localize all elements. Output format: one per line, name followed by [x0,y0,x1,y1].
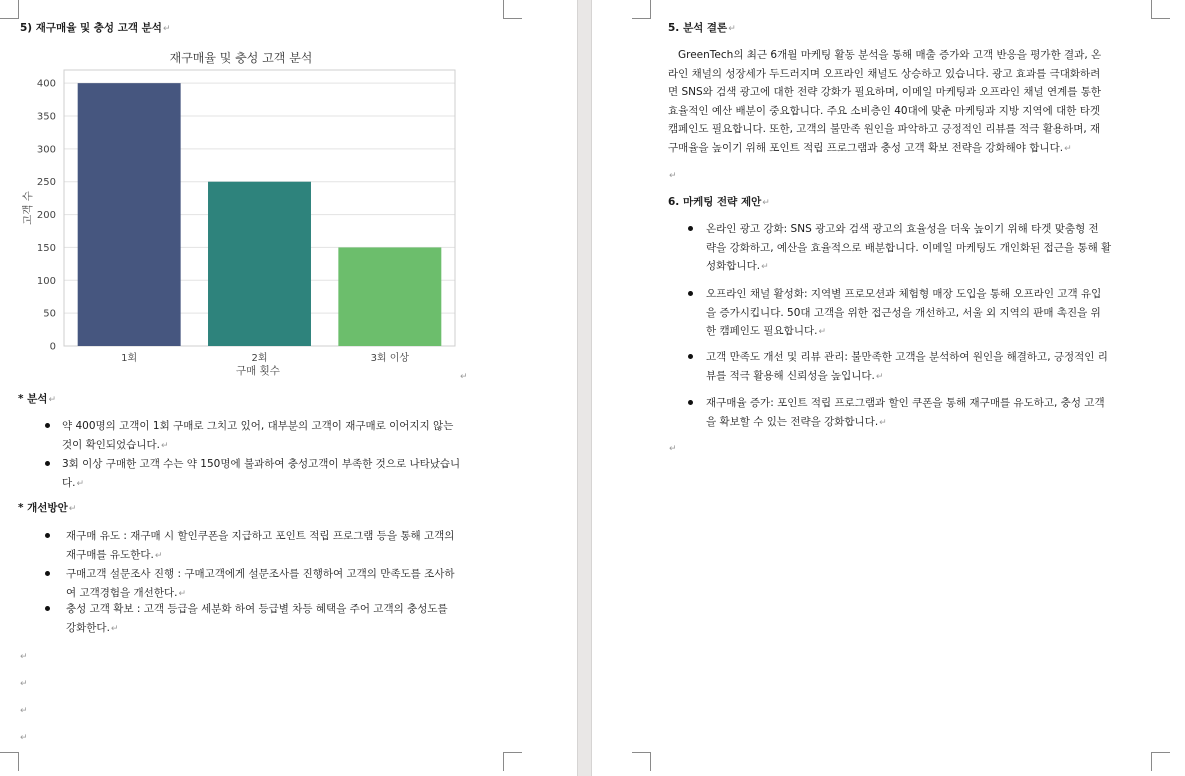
conclusion-paragraph [668,46,1152,158]
analysis-item-line: 것이 확인되었습니다.↵ [62,438,169,451]
strategy-item-line: 재구매율 증가: 포인트 적립 프로그램과 할인 쿠폰을 통해 재구매를 유도하고, 충성 고객 [706,397,1105,409]
paragraph-mark: ↵ [728,24,736,34]
chart-y-tick-label: 150 [36,242,56,254]
paragraph-mark: ↵ [160,440,169,451]
paragraph-mark: ↵ [20,652,28,662]
chart-x-tick-label: 3회 이상 [370,353,410,364]
improvement-item [66,565,498,603]
conclusion-heading: 5. 분석 결론↵ [668,22,736,34]
paragraph-mark: ↵ [110,623,119,634]
crop-mark [1151,752,1170,771]
bullet-dot [45,571,50,576]
section-heading: 5) 재구매율 및 충성 고객 분석↵ [20,22,171,34]
improvement-item [66,527,498,565]
improvement-item-line: 여 고객경험을 개선한다.↵ [66,586,186,599]
bullet-dot [45,533,50,538]
crop-mark [632,0,651,19]
chart-title: 재구매율 및 충성 고객 분석 [169,51,313,65]
paragraph-mark: ↵ [669,444,677,454]
improvement-item-line: 재구매를 유도한다.↵ [66,548,163,561]
improvement-item-line: 재구매 유도 : 재구매 시 할인쿠폰을 지급하고 포인트 적립 프로그램 등을 통해 고객의 [66,530,455,542]
bullet-dot [688,354,693,359]
bullet-dot [45,606,50,611]
strategy-item-line: 한 캠페인도 필요합니다.↵ [706,325,826,337]
bullet-dot [688,400,693,405]
chart-x-axis-label: 구매 횟수 [236,365,280,377]
crop-mark [632,752,651,771]
chart-x-tick-label: 1회 [121,353,138,364]
paragraph-mark: ↵ [669,171,677,181]
paragraph-mark: ↵ [460,372,468,382]
chart-y-tick-label: 0 [49,341,56,353]
crop-mark [0,0,19,19]
chart-x-tick-label: 2회 [251,353,268,364]
paragraph-mark: ↵ [762,198,770,208]
chart-y-tick-label: 100 [36,275,56,287]
bullet-dot [688,291,693,296]
chart-y-tick-label: 300 [36,144,56,156]
bullet-dot [688,226,693,231]
paragraph-mark: ↵ [879,417,887,428]
paragraph-mark: ↵ [1064,143,1072,154]
strategy-item-line: 략을 강화하고, 예산을 효율적으로 배분합니다. 이메일 마케팅도 개인화된 접근을 통해 활 [706,241,1112,254]
improvement-item [66,600,498,638]
strategy-item [706,394,1152,432]
chart-bar [208,182,311,346]
paragraph-mark: ↵ [20,679,28,689]
paragraph-mark: ↵ [76,478,85,489]
chart-y-axis-label: 고객 수 [22,191,34,225]
crop-mark [503,752,522,771]
chart-x-axis [121,351,409,364]
chart-y-tick-label: 200 [36,210,56,222]
repurchase-bar-chart [18,44,468,384]
strategy-item-line: 뷰를 적극 활용해 신뢰성을 높입니다.↵ [706,369,884,382]
paragraph-mark: ↵ [761,262,769,272]
strategy-item-line: 성화합니다.↵ [706,260,769,272]
conclusion-line: 라인 채널의 성장세가 두드러지며 오프라인 채널도 상승하고 있습니다. 광고 효과를 극대화하려 [668,67,1101,80]
paragraph-mark: ↵ [875,371,884,382]
paragraph-mark: ↵ [68,504,77,514]
analysis-item [62,417,498,455]
strategy-item [706,285,1152,342]
analysis-item-line: 3회 이상 구매한 고객 수는 약 150명에 불과하여 충성고객이 부족한 것으로 나타났습니 [62,458,461,470]
improvement-heading: * 개선방안↵ [18,502,77,514]
analysis-item-line: 약 400명의 고객이 1회 구매로 그치고 있어, 대부분의 고객이 재구매로 이어지지 않는 [62,420,454,432]
strategy-item-line: 오프라인 채널 활성화: 지역별 프로모션과 체험형 매장 도입을 통해 오프라인 고객 유입 [706,288,1102,300]
chart-y-tick-label: 50 [43,308,56,320]
document-page-left [0,0,577,776]
paragraph-mark: ↵ [178,588,186,599]
page-gutter [577,0,592,776]
strategy-item [706,348,1152,386]
improvement-item-line: 충성 고객 확보 : 고객 등급을 세분화 하여 등급별 차등 혜택을 주어 고객의 충성도를 [66,603,448,615]
conclusion-line: 구매율을 높이기 위해 포인트 적립 프로그램과 충성 고객 확보 전략을 강화해야 합니다.↵ [668,141,1072,154]
bullet-dot [45,423,50,428]
conclusion-line: 효율적인 예산 배분이 중요합니다. 주요 소비층인 40대에 맞춘 마케팅과 지방 지역에 대한 타겟 [668,104,1101,117]
chart-bar [78,83,181,346]
paragraph-mark: ↵ [20,733,28,743]
strategy-item [706,220,1152,277]
paragraph-mark: ↵ [162,24,171,34]
crop-mark [1151,0,1170,19]
analysis-item-line: 다.↵ [62,476,85,489]
conclusion-line: 면 SNS와 검색 광고에 대한 전략 강화가 필요하며, 이메일 마케팅과 오프라인 채널 연계를 통한 [668,86,1102,98]
chart-y-tick-label: 350 [36,111,56,123]
strategy-heading: 6. 마케팅 전략 제안↵ [668,196,770,208]
conclusion-line: 캠페인도 필요합니다. 또한, 고객의 불만족 원인을 파악하고 긍정적인 리뷰를 적극 활용하며, 재 [668,123,1101,135]
bullet-dot [45,461,50,466]
paragraph-mark: ↵ [154,550,163,561]
strategy-item-line: 을 확보할 수 있는 전략을 강화합니다.↵ [706,415,887,428]
paragraph-mark: ↵ [20,706,28,716]
crop-mark [0,752,19,771]
strategy-item-line: 을 증가시킵니다. 50대 고객을 위한 접근성을 개선하고, 서울 외 지역의 판매 촉진을 위 [706,306,1101,319]
analysis-heading: * 분석↵ [18,393,56,405]
crop-mark [503,0,522,19]
strategy-item-line: 고객 만족도 개선 및 리뷰 관리: 불만족한 고객을 분석하여 원인을 해결하고, 긍정적인 리 [706,351,1108,363]
document-page-right [592,0,1185,776]
conclusion-line: GreenTech의 최근 6개월 마케팅 활동 분석을 통해 매출 증가와 고객 반응을 평가한 결과, 온 [678,49,1102,61]
chart-bar [338,247,441,346]
strategy-item-line: 온라인 광고 강화: SNS 광고와 검색 광고의 효율성을 더욱 높이기 위해 타겟 맞춤형 전 [706,223,1099,235]
paragraph-mark: ↵ [48,395,56,405]
analysis-item [62,455,498,493]
chart-y-tick-label: 250 [36,177,56,189]
improvement-item-line: 구매고객 설문조사 진행 : 구매고객에게 설문조사를 진행하여 고객의 만족도를 조사하 [66,568,455,580]
improvement-item-line: 강화한다.↵ [66,621,119,634]
paragraph-mark: ↵ [818,327,826,337]
chart-y-axis [37,79,56,353]
chart-y-tick-label: 400 [36,78,56,90]
